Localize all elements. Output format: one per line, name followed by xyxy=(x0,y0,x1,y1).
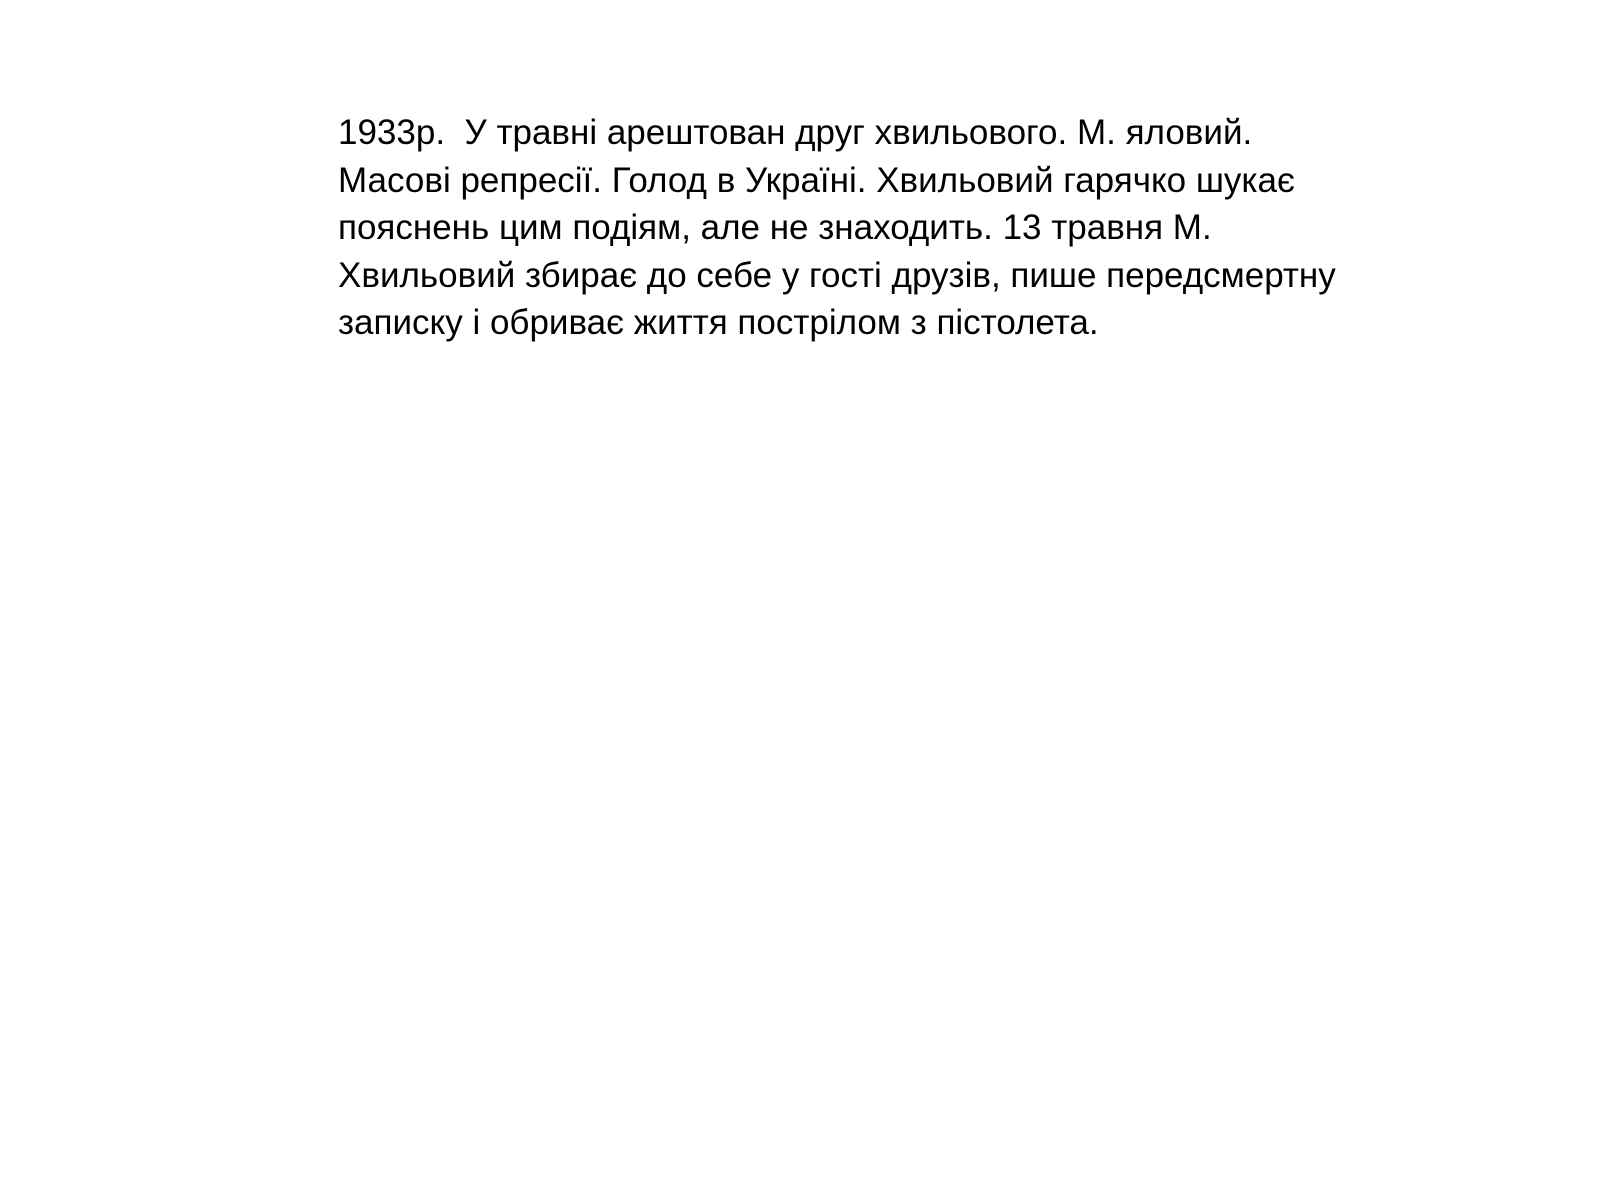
text-line: Хвильовий збирає до себе у гості друзів, пише передсмертну xyxy=(338,255,1336,295)
text-line: записку і обриває життя пострілом з пістолета. xyxy=(338,303,1099,342)
text-line: 1933р. У травні арештован друг хвильового. М. яловий. xyxy=(338,113,1253,152)
text-line: пояснень цим подіям, але не знаходить. 13 травня М. xyxy=(338,208,1212,247)
text-line: Масові репресії. Голод в Україні. Хвильовий гарячко шукає xyxy=(338,160,1295,200)
body-text xyxy=(338,109,1478,347)
